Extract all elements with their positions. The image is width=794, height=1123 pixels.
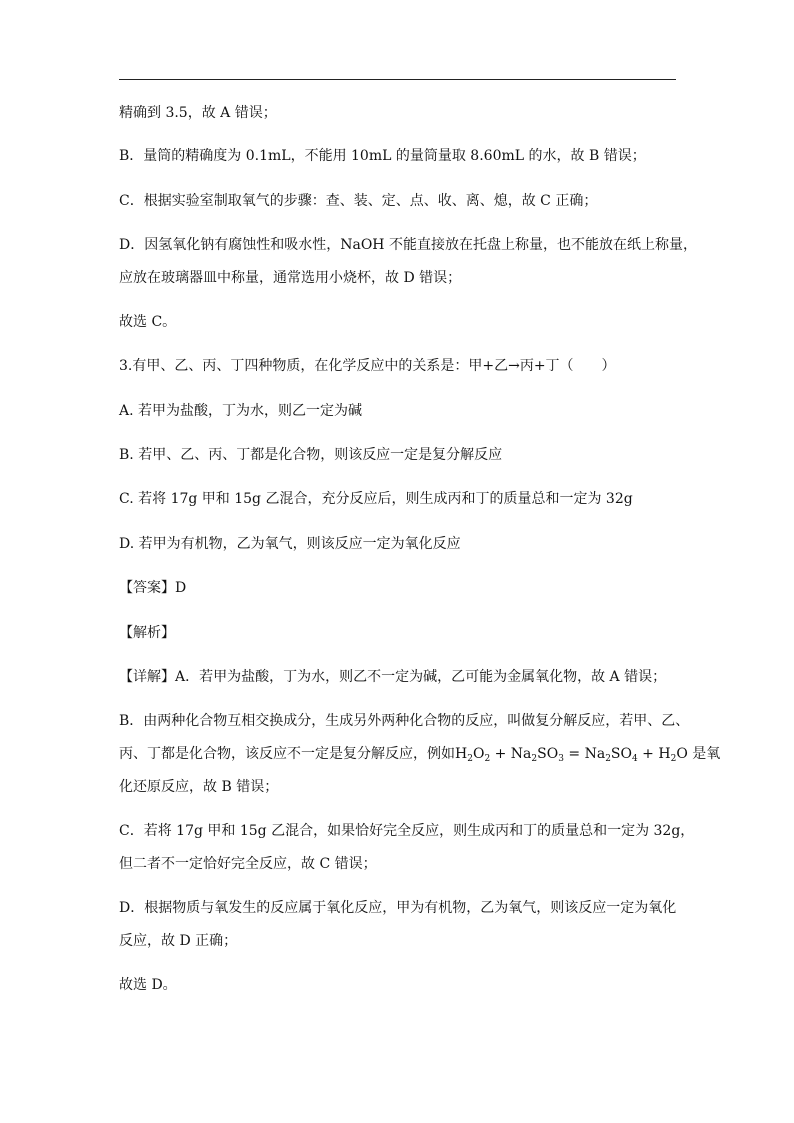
text-line: C．若将 17g 甲和 15g 乙混合，如果恰好完全反应，则生成丙和丁的质量总和一定为 32g， xyxy=(119,823,695,839)
option-d: D. 若甲为有机物，乙为氧气，则该反应一定为氧化反应 xyxy=(119,536,461,552)
text-line: 故选 D。 xyxy=(119,977,177,993)
text-line: 反应，故 D 正确； xyxy=(119,933,238,949)
answer-label: 【答案】D xyxy=(119,580,187,596)
text-line: 故选 C。 xyxy=(119,314,177,330)
option-b: B. 若甲、乙、丙、丁都是化合物，则该反应一定是复分解反应 xyxy=(119,447,503,463)
text-line: D．因氢氧化钠有腐蚀性和吸水性，NaOH 不能直接放在托盘上称量，也不能放在纸上称量， xyxy=(119,237,697,253)
option-a: A. 若甲为盐酸，丁为水，则乙一定为碱 xyxy=(119,403,363,419)
text-line: 化还原反应，故 B 错误； xyxy=(119,779,279,795)
analysis-label: 【解析】 xyxy=(119,625,175,641)
option-c: C. 若将 17g 甲和 15g 乙混合，充分反应后，则生成丙和丁的质量总和一定为 32g xyxy=(119,491,633,507)
chemical-equation: $H_2O_2 + Na_2SO_3 = Na_2SO_4 + H_2O$ xyxy=(455,746,693,764)
text-fragment: 丙、丁都是化合物，该反应不一定是复分解反应，例如 xyxy=(119,746,455,762)
text-line: 但二者不一定恰好完全反应，故 C 错误； xyxy=(119,856,377,872)
text-line: B．量筒的精确度为 0.1mL，不能用 10mL 的量筒量取 8.60mL 的水，故 B 错误； xyxy=(119,148,646,164)
question-stem: 3.有甲、乙、丙、丁四种物质，在化学反应中的关系是：甲+乙→丙+丁（ ） xyxy=(119,358,616,374)
text-line: 应放在玻璃器皿中称量，通常选用小烧杯，故 D 错误； xyxy=(119,270,462,286)
text-line: 【详解】A．若甲为盐酸，丁为水，则乙不一定为碱，乙可能为金属氧化物，故 A 错误； xyxy=(119,669,667,685)
header-rule xyxy=(119,79,676,80)
text-line: C．根据实验室制取氧气的步骤：查、装、定、点、收、离、熄，故 C 正确； xyxy=(119,193,598,209)
text-line: D．根据物质与氧发生的反应属于氧化反应，甲为有机物，乙为氧气，则该反应一定为氧化 xyxy=(119,900,677,916)
text-fragment: 是氧 xyxy=(692,746,721,762)
text-line: 精确到 3.5，故 A 错误； xyxy=(119,105,277,121)
text-line: B．由两种化合物互相交换成分，生成另外两种化合物的反应，叫做复分解反应，若甲、乙、 xyxy=(119,713,690,729)
equation-line xyxy=(119,745,720,763)
